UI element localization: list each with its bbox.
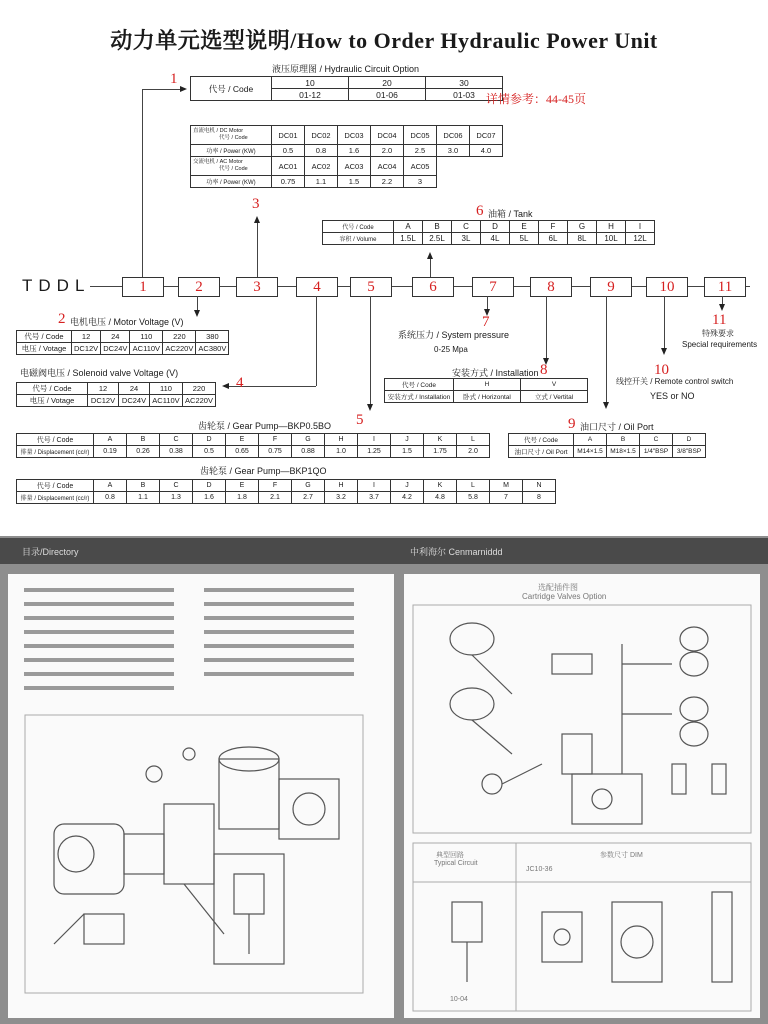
toc-lines [8,582,394,702]
code-box-11: 11 [704,277,746,297]
special-label-cn: 特殊要求 [702,329,734,338]
callout-3: 3 [252,196,260,212]
catalog-header-bar [0,538,768,564]
remote-switch-label: 线控开关 / Remote control switch [616,377,734,386]
callout-1: 1 [170,71,178,87]
cartridge-title: 选配插件图 [538,583,578,592]
cartridge-subtitle: Cartridge Valves Option [522,592,607,601]
dims-label: 参数尺寸 DIM [600,852,643,859]
circuit-table: 代号 / Code 10 20 30 01-12 01-06 01-03 [190,76,503,101]
motor-table: 直流电机 / DC Motor 代号 / Code DC01 DC02 DC03 DC04 DC05 DC06 DC07 功率 / Power (KW) 0.5 0.8 1.6 2.0 2.5 3.0 4.0 交流电机 / AC Motor 代号 / Code AC01 AC02 AC03 AC04 AC05 功率 / Power (KW) 0.75 1.1 1.5 2.2 3 [190,125,503,188]
remote-switch-value: YES or NO [650,391,695,401]
code-box-3: 3 [236,277,278,297]
code-box-5: 5 [350,277,392,297]
motor-voltage-heading: 电机电压 / Motor Voltage (V) [70,317,184,327]
callout-10: 10 [654,362,669,378]
circuit-reference: 详情参考：44-45页 [486,92,586,106]
installation-table: 代号 / Code H V 安装方式 / Installation 卧式 / Horizontal 立式 / Vertital [384,378,588,403]
code-box-6: 6 [412,277,454,297]
code-box-8: 8 [530,277,572,297]
gear-pump-1-table: 代号 / Code A B C D E F G H I J K L M N 排量 / Displacement (cc/r) 0.8 1.1 1.3 1.6 1.8 2.1 2.7 3.2 3.7 4.2 4.8 5.8 7 8 [16,479,556,504]
code-box-7: 7 [472,277,514,297]
callout-4: 4 [236,375,244,391]
solenoid-table: 代号 / Code 12 24 110 220 电压 / Votage DC12V DC24V AC110V AC220V [16,382,216,407]
code-box-2: 2 [178,277,220,297]
code-box-1: 1 [122,277,164,297]
page-title: 动力单元选型说明/How to Order Hydraulic Power Unit [110,28,658,53]
cartridge-valves-drawing [412,604,752,834]
cartridge-page [404,574,760,1018]
callout-7: 7 [482,314,490,330]
circuit-code-label: 代号 / Code [191,77,272,101]
typical-circuit-drawing [412,842,752,1012]
callout-8: 8 [540,362,548,378]
directory-header: 目录/Directory [22,547,79,557]
right-page-header: 中利海尔 Cenmarniddd [410,547,503,557]
assembly-drawing [24,714,364,994]
oil-port-heading: 油口尺寸 / Oil Port [580,422,654,432]
tank-table: 代号 / Code A B C D E F G H I 容积 / Volume 1.5L 2.5L 3L 4L 5L 6L 8L 10L 12L [322,220,655,245]
circuit-heading: 液压原理图 / Hydraulic Circuit Option [272,64,420,74]
gear-pump-05-heading: 齿轮泵 / Gear Pump—BKP0.5BO [198,421,332,431]
typical-circuit-label-en: Typical Circuit [434,860,478,867]
tank-heading: 油箱 / Tank [488,209,533,219]
callout-6: 6 [476,203,484,219]
oil-port-table: 代号 / Code A B C D 油口尺寸 / Oil Port M14×1.5 M18×1.5 1/4"BSP 3/8"BSP [508,433,706,458]
callout-11: 11 [712,312,727,328]
model-label: JC10-36 [526,866,553,873]
model-prefix: TDDL [22,276,91,295]
motor-voltage-table: 代号 / Code 12 24 110 220 380 电压 / Votage DC12V DC24V AC110V AC220V AC380V [16,330,229,355]
code-box-9: 9 [590,277,632,297]
gear-pump-05-table: 代号 / Code A B C D E F G H I J K L 排量 / Displacement (cc/r) 0.19 0.26 0.38 0.5 0.65 0.75 0.88 1.0 1.25 1.5 1.75 2.0 [16,433,490,458]
part-label: 10-04 [450,996,468,1003]
installation-heading: 安装方式 / Installation [452,368,539,378]
typical-circuit-label: 典型回路 [436,852,464,859]
special-label-en: Special requirements [682,340,758,349]
system-pressure-label: 系统压力 / System pressure [398,330,510,340]
callout-5: 5 [356,412,364,428]
directory-page [8,574,394,1018]
solenoid-heading: 电磁阀电压 / Solenoid valve Voltage (V) [20,368,179,378]
gear-pump-1-heading: 齿轮泵 / Gear Pump—BKP1QO [200,466,327,476]
system-pressure-range: 0-25 Mpa [434,345,468,354]
callout-2: 2 [58,311,66,327]
code-box-4: 4 [296,277,338,297]
callout-9: 9 [568,416,576,432]
code-box-10: 10 [646,277,688,297]
